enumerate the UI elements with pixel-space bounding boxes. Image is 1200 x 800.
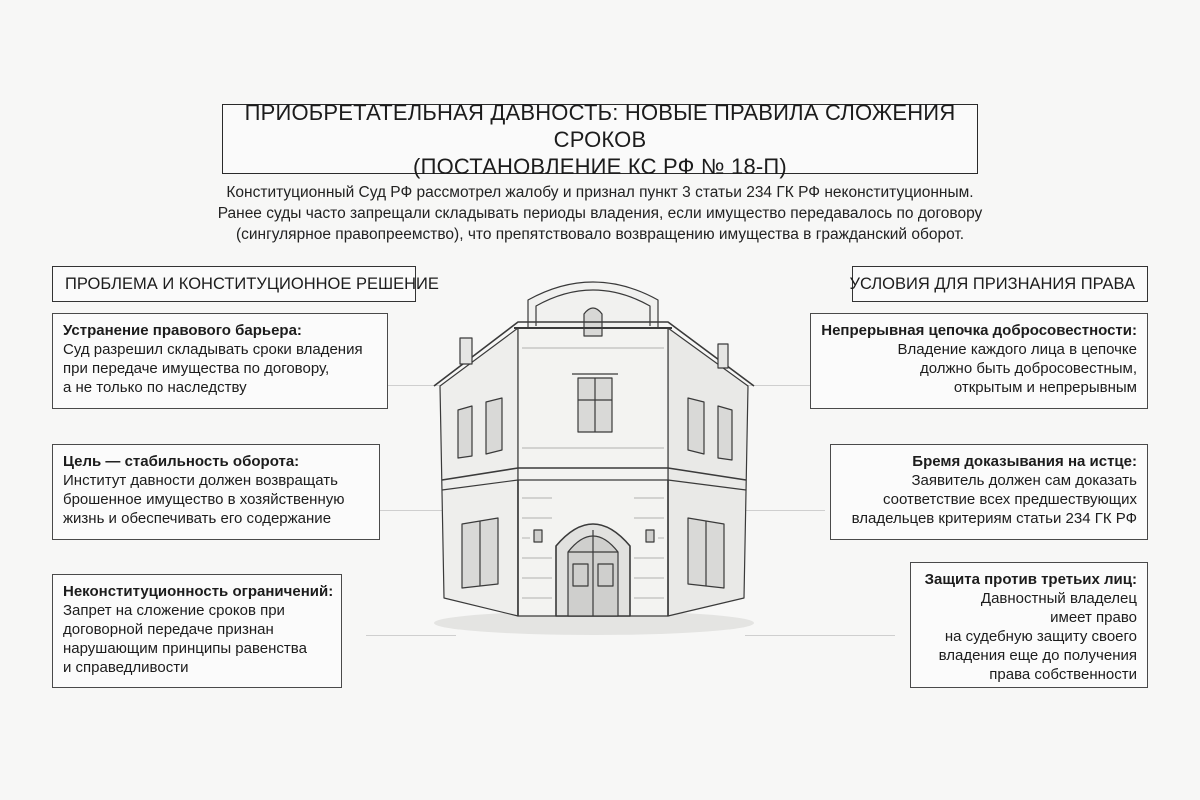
card-text-line: брошенное имущество в хозяйственную bbox=[63, 491, 345, 508]
card-text-line: Давностный владелец bbox=[980, 590, 1137, 607]
right-card-good-faith-chain bbox=[810, 313, 1148, 409]
card-text-line: Запрет на сложение сроков при bbox=[63, 602, 285, 619]
card-text-line: на судебную защиту своего bbox=[944, 628, 1137, 645]
card-text-line: Суд разрешил складывать сроки владения bbox=[63, 341, 363, 358]
card-text-line: владельцев критериям статьи 234 ГК РФ bbox=[851, 510, 1137, 527]
left-card-stability bbox=[52, 444, 380, 540]
building-illustration bbox=[418, 268, 768, 648]
card-text-line: нарушающим принципы равенства bbox=[63, 640, 307, 657]
right-card-third-party-protection bbox=[910, 562, 1148, 688]
card-text-line: владения еще до получения bbox=[938, 647, 1137, 664]
card-text-line: открытым и непрерывным bbox=[953, 379, 1137, 396]
card-text-line: Владение каждого лица в цепочке bbox=[897, 341, 1137, 358]
card-title: Бремя доказывания на истце: bbox=[912, 453, 1137, 470]
card-text-line: соответствие всех предшествующих bbox=[882, 491, 1137, 508]
card-text-line: Заявитель должен сам доказать bbox=[911, 472, 1137, 489]
card-text-line: при передаче имущества по договору, bbox=[63, 360, 330, 377]
card-title: Непрерывная цепочка добросовестности: bbox=[821, 322, 1137, 339]
right-section-heading: УСЛОВИЯ ДЛЯ ПРИЗНАНИЯ ПРАВА bbox=[852, 266, 1148, 302]
title-box bbox=[222, 99, 978, 179]
card-title: Защита против третьих лиц: bbox=[924, 571, 1137, 588]
card-text-line: имеет право bbox=[1050, 609, 1137, 626]
intro-line-1: Конституционный Суд РФ рассмотрел жалобу и признал пункт 3 статьи 234 ГК РФ неконституционным. bbox=[226, 184, 974, 201]
intro-line-3: (сингулярное правопреемство), что препятствовало возвращению имущества в гражданский оборот. bbox=[235, 226, 965, 243]
intro-line-2: Ранее суды часто запрещали складывать периоды владения, если имущество передавалось по договору bbox=[217, 205, 983, 222]
title-line-1: ПРИОБРЕТАТЕЛЬНАЯ ДАВНОСТЬ: НОВЫЕ ПРАВИЛА СЛОЖЕНИЯ СРОКОВ bbox=[244, 99, 956, 152]
card-text-line: жизнь и обеспечивать его содержание bbox=[63, 510, 332, 527]
title-line-2: (ПОСТАНОВЛЕНИЕ КС РФ № 18-П) bbox=[413, 153, 787, 179]
card-text-line: Институт давности должен возвращать bbox=[63, 472, 338, 489]
left-card-unconstitutional bbox=[52, 574, 342, 688]
card-text-line: договорной передаче признан bbox=[63, 621, 274, 638]
right-card-burden-of-proof bbox=[830, 444, 1148, 540]
card-text-line: права собственности bbox=[989, 666, 1137, 683]
intro-text bbox=[150, 182, 1050, 245]
card-title: Устранение правового барьера: bbox=[63, 322, 302, 339]
left-card-legal-barrier bbox=[52, 313, 388, 409]
left-section-heading: ПРОБЛЕМА И КОНСТИТУЦИОННОЕ РЕШЕНИЕ bbox=[52, 266, 416, 302]
card-text-line: и справедливости bbox=[63, 659, 189, 676]
card-title: Цель — стабильность оборота: bbox=[63, 453, 300, 470]
card-title: Неконституционность ограничений: bbox=[63, 583, 334, 600]
card-text-line: должно быть добросовестным, bbox=[919, 360, 1137, 377]
card-text-line: а не только по наследству bbox=[63, 379, 247, 396]
